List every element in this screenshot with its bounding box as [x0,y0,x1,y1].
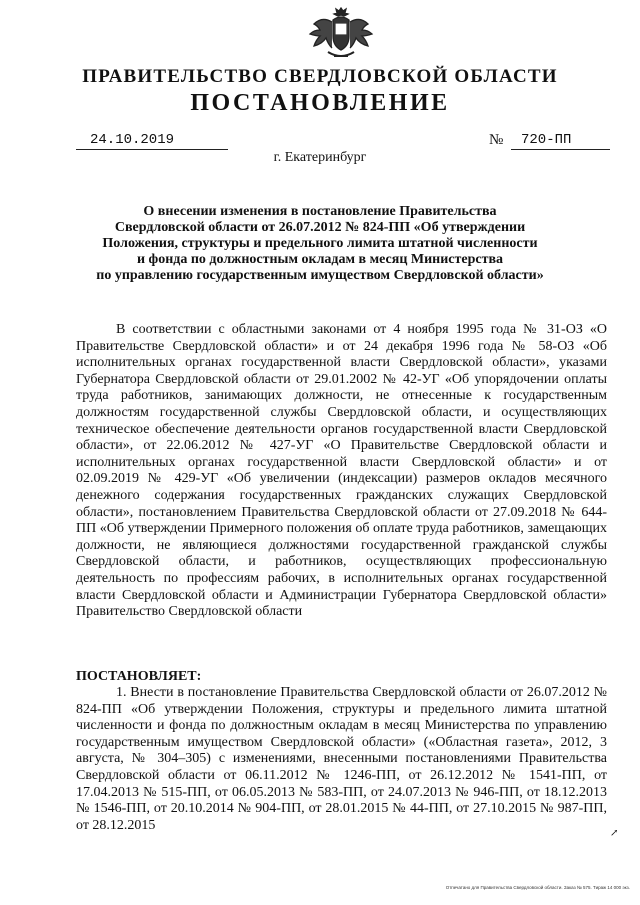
print-note: Отпечатано для Правительства Свердловской области. Заказ № 575. Тираж 14 000 экз. [445,885,630,890]
city: г. Екатеринбург [273,150,367,165]
heading-line: Свердловской области от 26.07.2012 № 824-ПП «Об утверждении [114,220,526,235]
coat-of-arms-icon [306,6,376,62]
document-date: 24.10.2019 [76,131,228,150]
heading-line: по управлению государственным имуществом Свердловской области» [96,268,544,283]
number-value: 720-ПП [511,131,610,150]
item-1-paragraph: 1. Внести в постановление Правительства Свердловской области от 26.07.2012 № 824-ПП «Об утверждении Положения, структуры и предельного лимита штатной численности и фонда по должностным окладам в месяц Министерства по управлению государственным имуществом Свердловской области» («Областная газета», 2012, 3 августа, № 304–305) с изменениями, внесенными постановлениями Правительства Свердловской области от 06.11.2012 № 1246-ПП, от 26.12.2012 № 1541-ПП, от 17.04.2013 № 515-ПП, от 06.05.2013 № 583-ПП, от 24.07.2013 № 946-ПП, от 18.12.2013 № 1546-ПП, от 20.10.2014 № 904-ПП, от 28.01.2015 № 44-ПП, от 27.10.2015 № 987-ПП, от 28.12.2015 [76,685,607,833]
continuation-mark: ↗ [610,828,619,839]
heading-line: Положения, структуры и предельного лимита штатной численности [102,236,538,251]
heading-line: О внесении изменения в постановление Правительства [143,204,497,219]
document-number [489,131,610,150]
organization-title: ПРАВИТЕЛЬСТВО СВЕРДЛОВСКОЙ ОБЛАСТИ [82,66,558,87]
preamble-paragraph: В соответствии с областными законами от 4 ноября 1995 года № 31-ОЗ «О Правительстве Свердловской области» и от 24 декабря 1996 года № 58-ОЗ «Об исполнительных органах государственной власти Свердловской области», указами Губернатора Свердловской области от 29.01.2002 № 42-УГ «Об упорядочении оплаты труда работников, занимающих должности, не отнесенные к государственным должностям государственной службы Свердловской области, и осуществляющих техническое обеспечение деятельности органов государственной власти Свердловской области», от 22.06.2012 № 427-УГ «О Правительстве Свердловской области и исполнительных органах государственной власти Свердловской области» и от 02.09.2019 № 429-УГ «Об увеличении (индексации) размеров окладов месячного денежного содержания государственных гражданских служащих Свердловской области», постановлением Правительства Свердловской области от 27.09.2018 № 644-ПП «Об утверждении Примерного положения об оплате труда работников, замещающих должности, не являющиеся должностями государственной гражданской службы Свердловской области, и работников, осуществляющих профессиональную деятельность по профессиям рабочих, в исполнительных органах государственной власти Свердловской области и Администрации Губернатора Свердловской области» Правительство Свердловской области [76,322,607,620]
document-type: ПОСТАНОВЛЕНИЕ [190,90,450,116]
heading-line: и фонда по должностным окладам в месяц Министерства [136,252,504,267]
number-sign: № [489,132,504,148]
document-heading [60,204,580,284]
decree-word: ПОСТАНОВЛЯЕТ: [76,669,202,684]
